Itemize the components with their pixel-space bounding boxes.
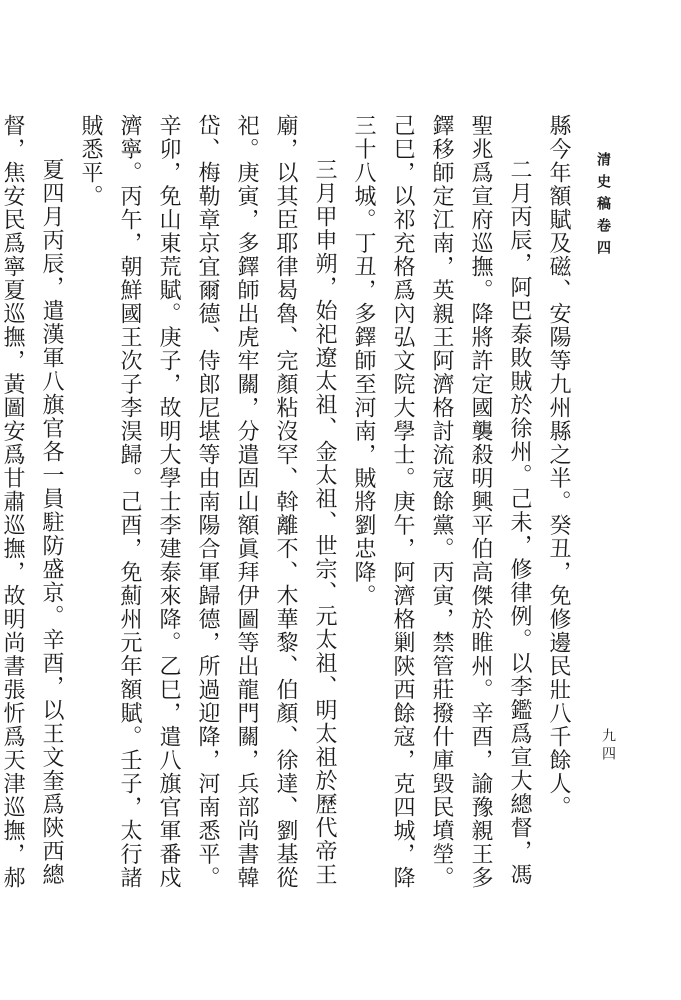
paragraph-second-month: 二月丙辰，阿巴泰敗賊於徐州。己未，修律例。以李鑑爲宣大總督，馮聖兆爲宣府巡撫。降將許定國襲殺明興平伯高傑於睢州。辛酉，諭豫親王多鐸移師定江南，英親王阿濟格討流寇餘黨。丙寅，禁管莊撥什庫毀民墳塋。己巳，以祁充格爲內弘文院大學士。庚午，阿濟格剿陝西餘寇，克四城，降三十八城。丁丑，多鐸師至河南，賊將劉忠降。 — [351, 114, 532, 890]
page-number: 九四 — [600, 728, 616, 764]
vertical-text-body — [0, 114, 578, 900]
paragraph-third-month: 三月甲申朔，始祀遼太祖、金太祖、世宗、元太祖、明太祖於歷代帝王廟，以其臣耶律曷魯、完顏粘沒罕、斡離不、木華黎、伯顏、徐達、劉基從祀。庚寅，多鐸師出虎牢關，分遣固山額眞拜伊圖等出龍門關，兵部尚書韓岱、梅勒章京宜爾德、侍郎尼堪等由南陽合軍歸德，所過迎降，河南悉平。辛卯，免山東荒賦。庚子，故明大學士李建泰來降。乙巳，遣八旗官軍番戍濟寧。丙午，朝鮮國王次子李淏歸。己酉，免薊州元年額賦。壬子，太行諸賊悉平。 — [78, 114, 337, 890]
paragraph-fourth-month: 夏四月丙辰，遣漢軍八旗官各一員駐防盛京。辛酉，以王文奎爲陝西總督，焦安民爲寧夏巡撫，黃圖安爲甘肅巡撫，故明尚書張忻爲天津巡撫，郝 — [0, 114, 64, 890]
running-head-title: 清史稿卷四 — [595, 152, 611, 262]
paragraph-continuation: 縣今年額賦及磁、安陽等九州縣之半。癸丑，免修邊民壯八千餘人。 — [546, 114, 571, 819]
